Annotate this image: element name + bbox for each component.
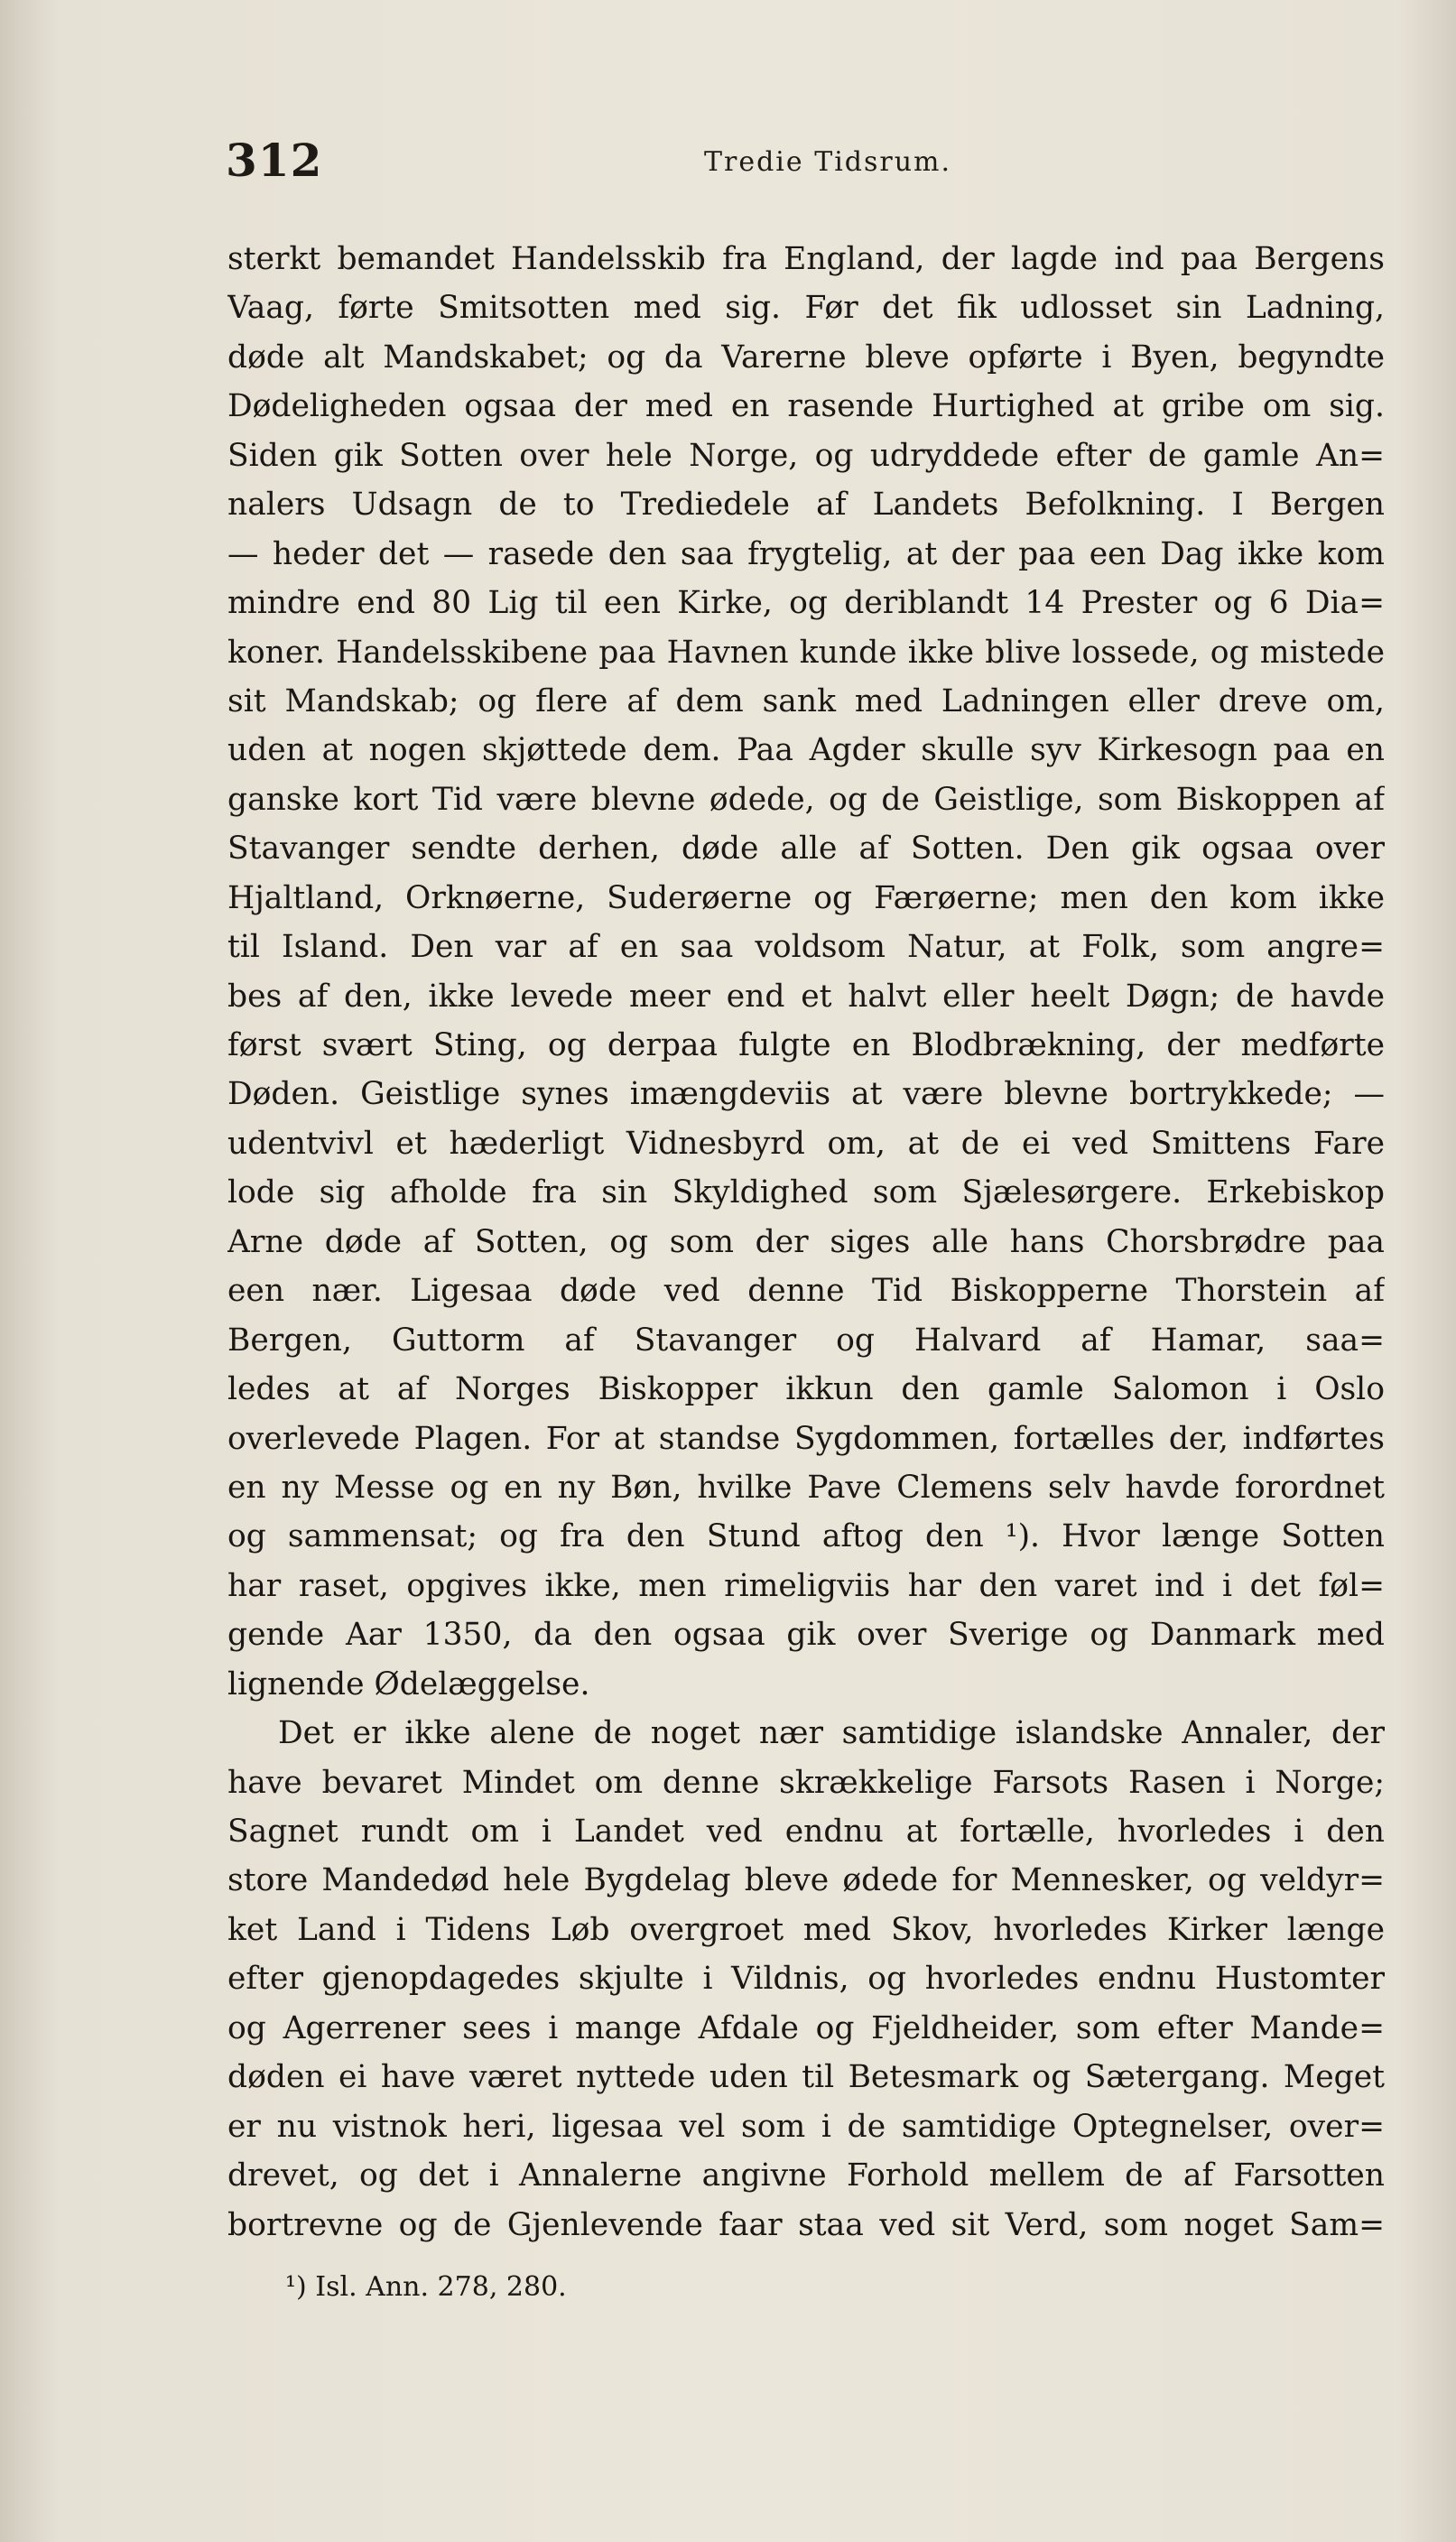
text-line: sterkt bemandet Handelsskib fra England, der lagde ind paa Bergens xyxy=(227,241,1385,277)
text-line: er nu vistnok heri, ligesaa vel som i de samtidige Optegnelser, over= xyxy=(227,2108,1385,2145)
text-line: til Island. Den var af en saa voldsom Natur, at Folk, som angre= xyxy=(227,929,1385,966)
text-line: store Mandedød hele Bygdelag bleve ødede for Mennesker, og veldyr= xyxy=(227,1862,1385,1899)
text-line: Hjaltland, Orknøerne, Suderøerne og Færøerne; men den kom ikke xyxy=(227,879,1385,916)
text-line: koner. Handelsskibene paa Havnen kunde ikke blive lossede, og mistede xyxy=(227,634,1385,671)
running-title: Tredie Tidsrum. xyxy=(704,146,952,178)
text-line: lode sig afholde fra sin Skyldighed som Sjælesørgere. Erkebiskop xyxy=(227,1174,1385,1211)
text-line: — heder det — rasede den saa frygtelig, at der paa een Dag ikke kom xyxy=(227,535,1385,572)
text-line: ledes at af Norges Biskopper ikkun den gamle Salomon i Oslo xyxy=(227,1371,1385,1408)
text-line: een nær. Ligesaa døde ved denne Tid Biskopperne Thorstein af xyxy=(227,1273,1385,1310)
text-line: drevet, og det i Annalerne angivne Forhold mellem de af Farsotten xyxy=(227,2157,1385,2194)
text-line: mindre end 80 Lig til een Kirke, og deriblandt 14 Prester og 6 Dia= xyxy=(227,585,1385,622)
text-line: Stavanger sendte derhen, døde alle af Sotten. Den gik ogsaa over xyxy=(227,830,1385,867)
text-line: gende Aar 1350, da den ogsaa gik over Sverige og Danmark med xyxy=(227,1617,1385,1654)
text-line: nalers Udsagn de to Trediedele af Landets Befolkning. I Bergen xyxy=(227,487,1385,524)
text-line: Bergen, Guttorm af Stavanger og Halvard af Hamar, saa= xyxy=(227,1322,1385,1359)
text-line: bes af den, ikke levede meer end et halvt eller heelt Døgn; de havde xyxy=(227,978,1385,1015)
text-line: Vaag, førte Smitsotten med sig. Før det fik udlosset sin Ladning, xyxy=(227,290,1385,327)
text-line: Dødeligheden ogsaa der med en rasende Hurtighed at gribe om sig. xyxy=(227,388,1385,425)
page-number: 312 xyxy=(226,134,323,187)
text-line: udentvivl et hæderligt Vidnesbyrd om, at de ei ved Smittens Fare xyxy=(227,1125,1385,1162)
text-line: og Agerrener sees i mange Afdale og Fjeldheider, som efter Mande= xyxy=(227,2009,1385,2046)
paragraph-end-line: lignende Ødelæggelse. xyxy=(227,1665,590,1702)
text-line: døden ei have været nyttede uden til Betesmark og Sætergang. Meget xyxy=(227,2059,1385,2096)
text-line: Døden. Geistlige synes imængdeviis at være blevne bortrykkede; — xyxy=(227,1076,1385,1113)
footnote: ¹) Isl. Ann. 278, 280. xyxy=(285,2271,567,2303)
text-line: døde alt Mandskabet; og da Varerne bleve opførte i Byen, begyndte xyxy=(227,339,1385,376)
text-line: har raset, opgives ikke, men rimeligviis har den varet ind i det føl= xyxy=(227,1567,1385,1604)
text-line: og sammensat; og fra den Stund aftog den ¹). Hvor længe Sotten xyxy=(227,1518,1385,1555)
text-line: uden at nogen skjøttede dem. Paa Agder skulle syv Kirkesogn paa en xyxy=(227,732,1385,769)
text-line: en ny Messe og en ny Bøn, hvilke Pave Clemens selv havde forordnet xyxy=(227,1469,1385,1506)
text-line: ket Land i Tidens Løb overgroet med Skov, hvorledes Kirker længe xyxy=(227,1911,1385,1948)
text-line: først svært Sting, og derpaa fulgte en Blodbrækning, der medførte xyxy=(227,1027,1385,1063)
text-line: bortrevne og de Gjenlevende faar staa ved sit Verd, som noget Sam= xyxy=(227,2206,1385,2243)
text-line: Sagnet rundt om i Landet ved endnu at fortælle, hvorledes i den xyxy=(227,1814,1385,1850)
text-line: have bevaret Mindet om denne skrækkelige Farsots Rasen i Norge; xyxy=(227,1764,1385,1801)
text-line: Siden gik Sotten over hele Norge, og udryddede efter de gamle An= xyxy=(227,437,1385,474)
page-header xyxy=(226,134,1390,197)
text-line: overlevede Plagen. For at standse Sygdommen, fortælles der, indførtes xyxy=(227,1420,1385,1457)
text-line: Arne døde af Sotten, og som der siges alle hans Chorsbrødre paa xyxy=(227,1223,1385,1260)
paragraph-start-line: Det er ikke alene de noget nær samtidige islandske Annaler, der xyxy=(278,1715,1385,1752)
text-line: efter gjenopdagedes skjulte i Vildnis, og hvorledes endnu Hustomter xyxy=(227,1961,1385,1998)
text-line: ganske kort Tid være blevne ødede, og de Geistlige, som Biskoppen af xyxy=(227,781,1385,818)
text-line: sit Mandskab; og flere af dem sank med Ladningen eller dreve om, xyxy=(227,682,1385,719)
body-text xyxy=(227,235,1385,2250)
